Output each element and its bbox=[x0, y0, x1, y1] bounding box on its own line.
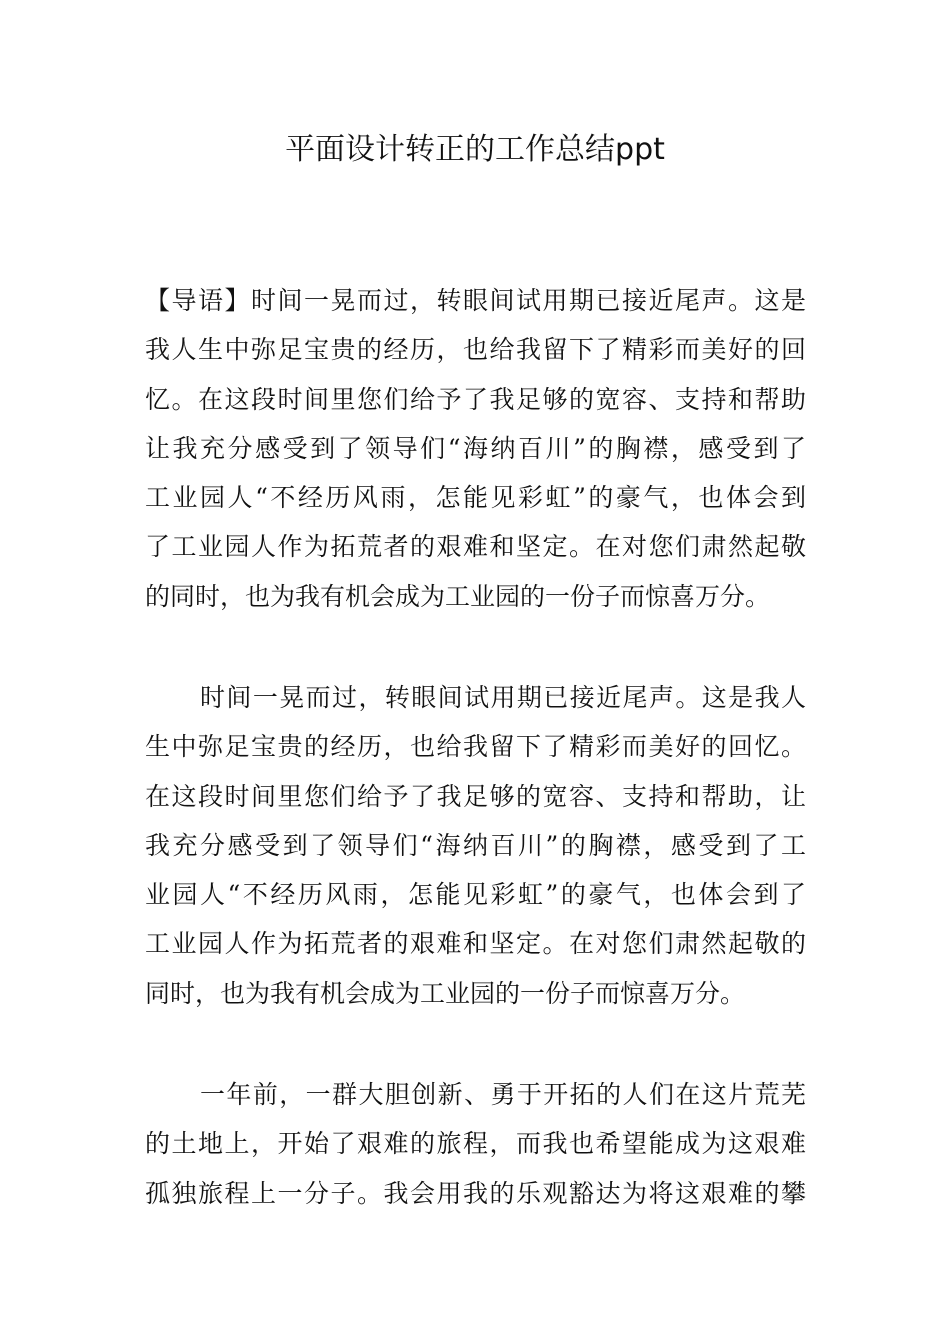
paragraph-line: 同时，也为我有机会成为工业园的一份子而惊喜万分。 bbox=[145, 978, 746, 1008]
paragraph-line: 【导语】时间一晃而过，转眼间试用期已接近尾声。这是 bbox=[145, 286, 806, 315]
paragraph-line: 工业园人作为拓荒者的艰难和坚定。在对您们肃然起敬的 bbox=[145, 929, 806, 959]
paragraph-line: 孤独旅程上一分子。我会用我的乐观豁达为将这艰难的攀 bbox=[145, 1178, 806, 1208]
paragraph-line: 生中弥足宝贵的经历，也给我留下了精彩而美好的回忆。 bbox=[145, 732, 806, 762]
paragraph-line: 的土地上，开始了艰难的旅程，而我也希望能成为这艰难 bbox=[145, 1129, 806, 1159]
paragraph-line: 工业园人“不经历风雨，怎能见彩虹”的豪气，也体会到 bbox=[145, 483, 806, 513]
document-title: 平面设计转正的工作总结ppt bbox=[285, 132, 665, 167]
paragraph-line: 我充分感受到了领导们“海纳百川”的胸襟，感受到了工 bbox=[145, 830, 806, 860]
paragraph-body-1 bbox=[145, 673, 806, 1018]
paragraph-line: 在这段时间里您们给予了我足够的宽容、支持和帮助，让 bbox=[145, 781, 806, 811]
paragraph-body-2 bbox=[145, 1070, 806, 1218]
paragraph-line: 忆。在这段时间里您们给予了我足够的宽容、支持和帮助 bbox=[145, 384, 806, 414]
paragraph-line: 业园人“不经历风雨，怎能见彩虹”的豪气，也体会到了 bbox=[145, 880, 806, 910]
paragraph-line: 的同时，也为我有机会成为工业园的一份子而惊喜万分。 bbox=[145, 581, 771, 611]
paragraph-intro bbox=[145, 276, 806, 621]
paragraph-line: 让我充分感受到了领导们“海纳百川”的胸襟，感受到了 bbox=[145, 433, 806, 463]
paragraph-line: 一年前，一群大胆创新、勇于开拓的人们在这片荒芜 bbox=[200, 1080, 806, 1109]
paragraph-line: 了工业园人作为拓荒者的艰难和坚定。在对您们肃然起敬 bbox=[145, 532, 806, 562]
paragraph-line: 时间一晃而过，转眼间试用期已接近尾声。这是我人 bbox=[200, 683, 806, 712]
paragraph-line: 我人生中弥足宝贵的经历，也给我留下了精彩而美好的回 bbox=[145, 335, 806, 365]
